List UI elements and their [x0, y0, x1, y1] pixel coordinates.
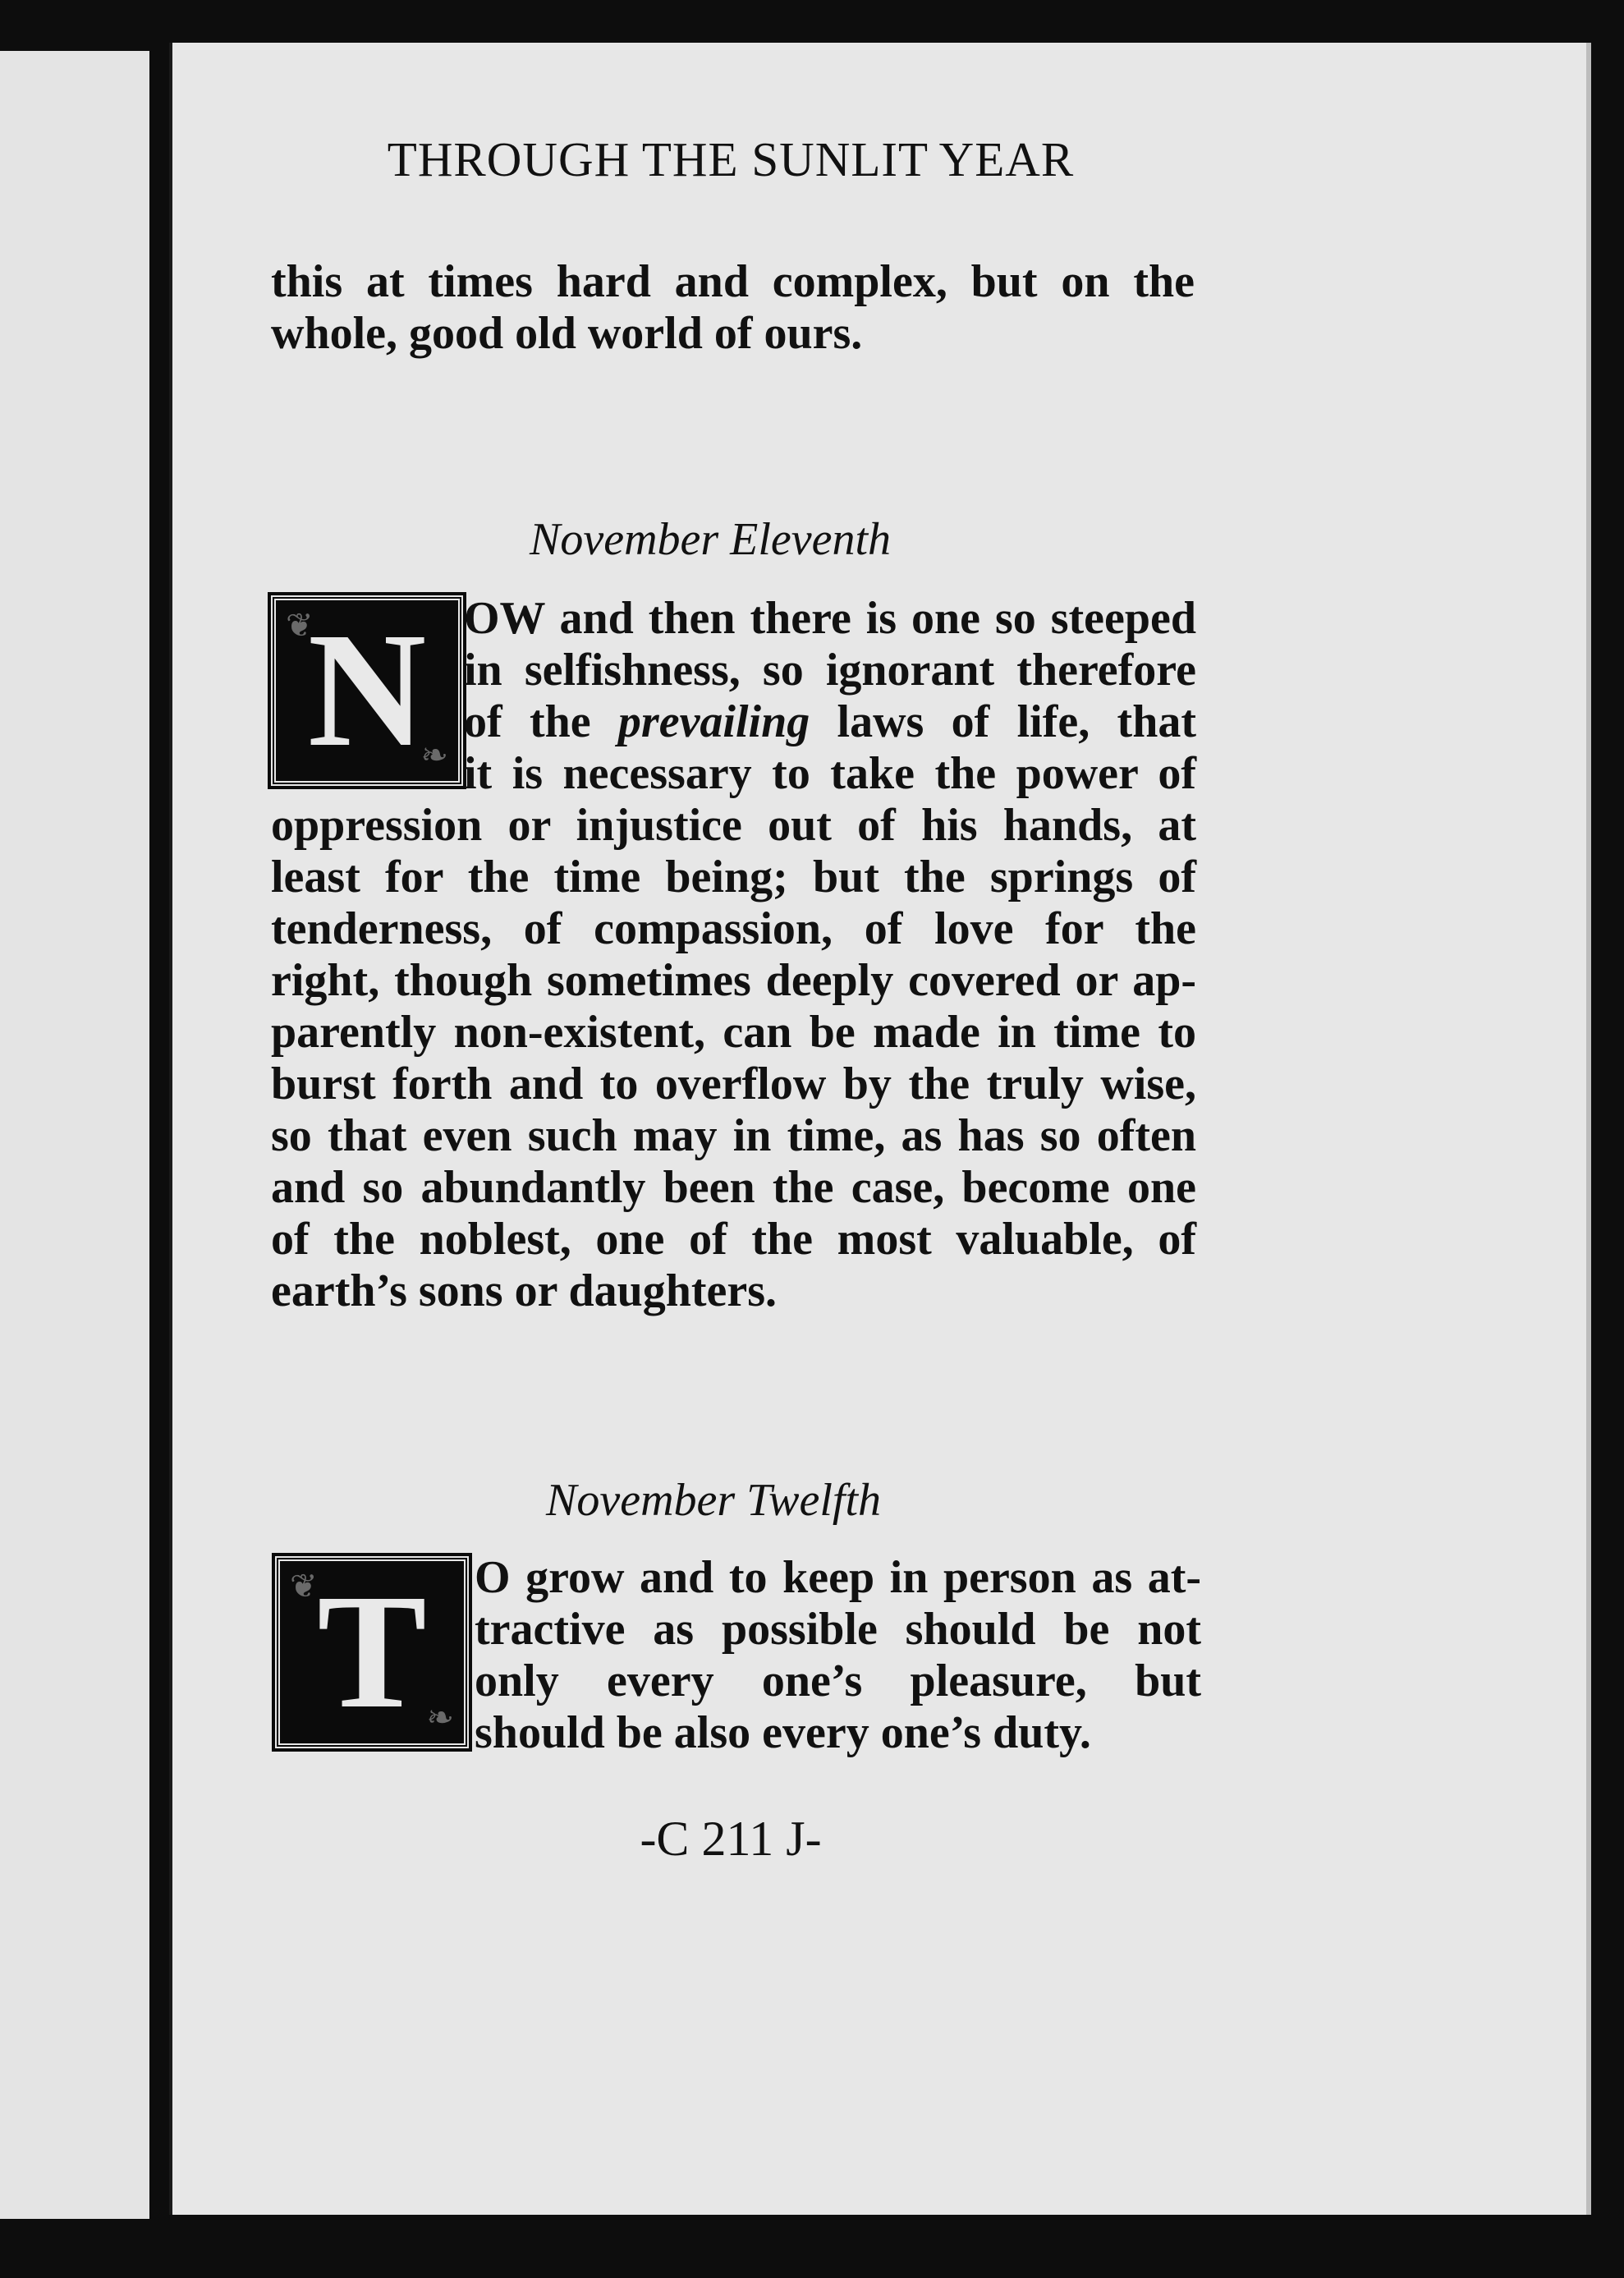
ornament-right: J- — [786, 1812, 822, 1866]
ornament-icon: ❧ — [426, 1699, 454, 1737]
text-line: earth’s sons or daughters. — [271, 1265, 778, 1316]
text-line: tractive as possible should be not — [475, 1604, 1201, 1655]
text-line: so that even such may in time, as has so often — [271, 1110, 1196, 1161]
text-line: in selfishness, so ignorant therefore — [464, 645, 1196, 696]
text-line: this at times hard and complex, but on the — [271, 256, 1195, 307]
drop-cap-n — [271, 595, 463, 786]
entry-heading: November Eleventh — [530, 514, 892, 565]
emphasis: prevailing — [617, 696, 810, 747]
text-line: of the prevailing laws of life, that — [464, 696, 1196, 747]
entry-indented-lines — [475, 1552, 1201, 1759]
running-head: THROUGH THE SUNLIT YEAR — [387, 132, 1075, 186]
opening-paragraph — [271, 256, 1195, 360]
text-line: of the noblest, one of the most valuable, of — [271, 1214, 1196, 1265]
text-line: OW and then there is one so steeped — [464, 593, 1196, 644]
ornament-icon: ❧ — [420, 737, 448, 774]
drop-cap-t — [275, 1556, 469, 1748]
entry-body — [271, 800, 1196, 1317]
page-number-value: 211 — [701, 1812, 774, 1866]
text-line: O grow and to keep in person as at- — [475, 1552, 1201, 1603]
entry-heading: November Twelfth — [546, 1475, 882, 1526]
text-line: right, though sometimes deeply covered or ap- — [271, 955, 1196, 1006]
text-line: it is necessary to take the power of — [464, 748, 1196, 799]
text-line: tenderness, of compassion, of love for the — [271, 903, 1196, 954]
facing-page-edge — [0, 51, 149, 2219]
entry-indented-lines — [464, 593, 1196, 800]
drop-cap-letter: N — [307, 599, 427, 781]
text-line: whole, good old world of ours. — [271, 308, 863, 359]
page-number — [0, 1811, 1461, 1867]
text-line: and so abundantly been the case, become one — [271, 1162, 1196, 1213]
ornament-icon: ❦ — [286, 607, 314, 645]
text-line: parently non-existent, can be made in time to — [271, 1007, 1196, 1058]
text-line: should be also every one’s duty. — [475, 1707, 1091, 1758]
text-line: burst forth and to overflow by the truly wise, — [271, 1059, 1196, 1109]
drop-cap-letter: T — [317, 1561, 427, 1743]
text-line: only every one’s pleasure, but — [475, 1656, 1201, 1706]
ornament-left: -C — [640, 1812, 690, 1866]
page-edge-shadow — [1586, 43, 1591, 2215]
text-line: least for the time being; but the springs of — [271, 852, 1196, 902]
ornament-icon: ❦ — [290, 1568, 318, 1605]
text-line: oppression or injustice out of his hands, at — [271, 800, 1196, 851]
